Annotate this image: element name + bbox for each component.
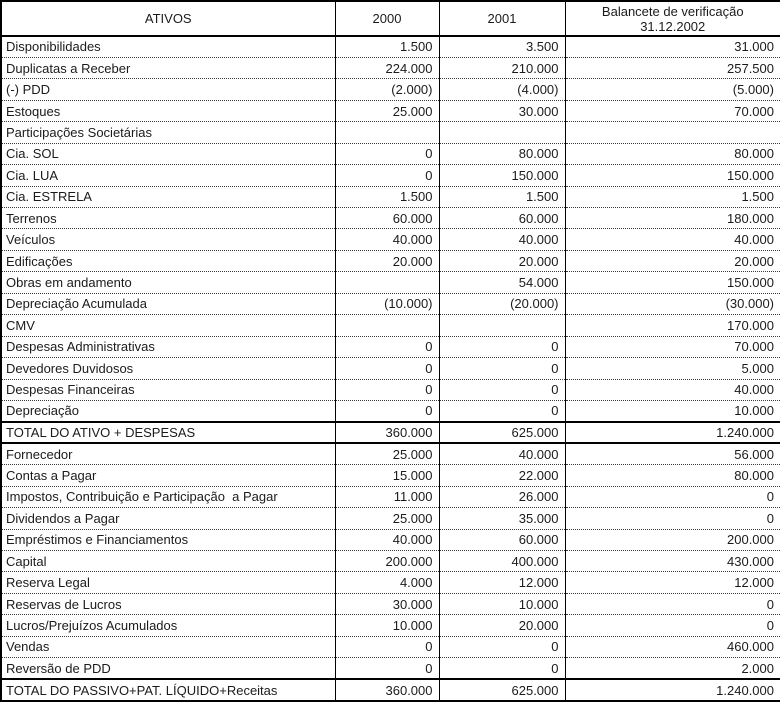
table-row <box>1 508 780 529</box>
column-header-balancete-line2: 31.12.2002 <box>640 18 706 34</box>
value-2000: 0 <box>335 400 439 421</box>
value-2001: (20.000) <box>439 293 565 314</box>
table-row <box>1 486 780 507</box>
table-row <box>1 57 780 78</box>
account-label: Impostos, Contribuição e Participação a Pagar <box>1 486 335 507</box>
value-2002: 0 <box>565 486 780 507</box>
value-2000: 40.000 <box>335 229 439 250</box>
value-2001: 625.000 <box>439 679 565 701</box>
value-2000: 40.000 <box>335 529 439 550</box>
value-2002: 0 <box>565 615 780 636</box>
table-row <box>1 186 780 207</box>
value-2002: 0 <box>565 593 780 614</box>
table-row <box>1 529 780 550</box>
value-2000: 15.000 <box>335 465 439 486</box>
column-header-2000: 2000 <box>335 1 439 36</box>
value-2000: 360.000 <box>335 679 439 701</box>
value-2001: 0 <box>439 636 565 657</box>
account-label: Cia. ESTRELA <box>1 186 335 207</box>
value-2001: 40.000 <box>439 229 565 250</box>
value-2000: 360.000 <box>335 422 439 443</box>
value-2002: 70.000 <box>565 336 780 357</box>
account-label: Devedores Duvidosos <box>1 358 335 379</box>
table-header <box>1 1 780 36</box>
value-2001: 60.000 <box>439 529 565 550</box>
account-label: Lucros/Prejuízos Acumulados <box>1 615 335 636</box>
value-2000 <box>335 272 439 293</box>
account-label: Obras em andamento <box>1 272 335 293</box>
table-row <box>1 422 780 443</box>
account-label: (-) PDD <box>1 79 335 100</box>
value-2001: 0 <box>439 400 565 421</box>
account-label: Disponibilidades <box>1 36 335 57</box>
value-2002: 56.000 <box>565 443 780 464</box>
value-2002: 1.500 <box>565 186 780 207</box>
value-2001: 35.000 <box>439 508 565 529</box>
account-label: Dividendos a Pagar <box>1 508 335 529</box>
value-2001: 60.000 <box>439 208 565 229</box>
value-2001: 210.000 <box>439 57 565 78</box>
value-2000: 11.000 <box>335 486 439 507</box>
table-row <box>1 679 780 701</box>
value-2000: 30.000 <box>335 593 439 614</box>
value-2000: 1.500 <box>335 36 439 57</box>
value-2001: 26.000 <box>439 486 565 507</box>
value-2001: 625.000 <box>439 422 565 443</box>
table-row <box>1 229 780 250</box>
value-2001: 400.000 <box>439 551 565 572</box>
value-2002: 5.000 <box>565 358 780 379</box>
value-2000: 0 <box>335 379 439 400</box>
value-2001: 150.000 <box>439 165 565 186</box>
table-row <box>1 336 780 357</box>
value-2002: 430.000 <box>565 551 780 572</box>
value-2002: (5.000) <box>565 79 780 100</box>
account-label: Reserva Legal <box>1 572 335 593</box>
account-label: Empréstimos e Financiamentos <box>1 529 335 550</box>
table-row <box>1 79 780 100</box>
account-label: Vendas <box>1 636 335 657</box>
value-2001: 20.000 <box>439 250 565 271</box>
value-2000: 4.000 <box>335 572 439 593</box>
column-header-2001: 2001 <box>439 1 565 36</box>
account-label: Depreciação Acumulada <box>1 293 335 314</box>
account-label: Participações Societárias <box>1 122 335 143</box>
table-row <box>1 443 780 464</box>
value-2000: 60.000 <box>335 208 439 229</box>
column-header-ativos: ATIVOS <box>1 1 335 36</box>
table-row <box>1 400 780 421</box>
value-2002: 12.000 <box>565 572 780 593</box>
value-2001: 22.000 <box>439 465 565 486</box>
account-label: Edificações <box>1 250 335 271</box>
account-label: Fornecedor <box>1 443 335 464</box>
account-label: Terrenos <box>1 208 335 229</box>
value-2000 <box>335 315 439 336</box>
value-2000 <box>335 122 439 143</box>
account-label: Reservas de Lucros <box>1 593 335 614</box>
value-2001: 10.000 <box>439 593 565 614</box>
value-2002: 180.000 <box>565 208 780 229</box>
account-label: Cia. SOL <box>1 143 335 164</box>
value-2000: 0 <box>335 636 439 657</box>
header-row <box>1 1 780 36</box>
table-row <box>1 593 780 614</box>
value-2002: 1.240.000 <box>565 679 780 701</box>
value-2000: 1.500 <box>335 186 439 207</box>
table-row <box>1 272 780 293</box>
value-2002: 10.000 <box>565 400 780 421</box>
value-2002: 2.000 <box>565 658 780 679</box>
table-row <box>1 293 780 314</box>
account-label: Capital <box>1 551 335 572</box>
value-2002: 40.000 <box>565 379 780 400</box>
account-label: Depreciação <box>1 400 335 421</box>
value-2002: 150.000 <box>565 272 780 293</box>
value-2001: 20.000 <box>439 615 565 636</box>
table-row <box>1 122 780 143</box>
table-row <box>1 379 780 400</box>
account-label: TOTAL DO PASSIVO+PAT. LÍQUIDO+Receitas <box>1 679 335 701</box>
account-label: Despesas Administrativas <box>1 336 335 357</box>
value-2000: 200.000 <box>335 551 439 572</box>
value-2001 <box>439 315 565 336</box>
value-2001: 54.000 <box>439 272 565 293</box>
value-2000: 224.000 <box>335 57 439 78</box>
value-2002: 1.240.000 <box>565 422 780 443</box>
table-row <box>1 208 780 229</box>
table-row <box>1 615 780 636</box>
account-label: Duplicatas a Receber <box>1 57 335 78</box>
value-2001: 3.500 <box>439 36 565 57</box>
value-2000: 0 <box>335 165 439 186</box>
account-label: CMV <box>1 315 335 336</box>
value-2002: 170.000 <box>565 315 780 336</box>
value-2001: 80.000 <box>439 143 565 164</box>
table-row <box>1 250 780 271</box>
value-2000: 0 <box>335 658 439 679</box>
value-2000: (2.000) <box>335 79 439 100</box>
account-label: TOTAL DO ATIVO + DESPESAS <box>1 422 335 443</box>
value-2002: 20.000 <box>565 250 780 271</box>
value-2001: 40.000 <box>439 443 565 464</box>
value-2002: 150.000 <box>565 165 780 186</box>
value-2000: 0 <box>335 336 439 357</box>
column-header-balancete-line1: Balancete de verificação <box>601 3 744 19</box>
value-2002: 80.000 <box>565 143 780 164</box>
value-2000: 25.000 <box>335 443 439 464</box>
value-2001 <box>439 122 565 143</box>
value-2001: 12.000 <box>439 572 565 593</box>
column-header-balancete <box>565 1 780 36</box>
value-2002: 200.000 <box>565 529 780 550</box>
table-row <box>1 551 780 572</box>
value-2002: 70.000 <box>565 100 780 121</box>
value-2000: 0 <box>335 143 439 164</box>
table-body <box>1 36 780 701</box>
value-2000: (10.000) <box>335 293 439 314</box>
table-row <box>1 143 780 164</box>
value-2002: 40.000 <box>565 229 780 250</box>
table-row <box>1 658 780 679</box>
account-label: Estoques <box>1 100 335 121</box>
value-2002: 0 <box>565 508 780 529</box>
value-2002 <box>565 122 780 143</box>
value-2001: (4.000) <box>439 79 565 100</box>
account-label: Reversão de PDD <box>1 658 335 679</box>
value-2001: 30.000 <box>439 100 565 121</box>
account-label: Veículos <box>1 229 335 250</box>
table-row <box>1 100 780 121</box>
value-2002: 460.000 <box>565 636 780 657</box>
table-row <box>1 636 780 657</box>
value-2002: (30.000) <box>565 293 780 314</box>
table-row <box>1 36 780 57</box>
value-2002: 31.000 <box>565 36 780 57</box>
value-2001: 0 <box>439 336 565 357</box>
table-row <box>1 572 780 593</box>
account-label: Cia. LUA <box>1 165 335 186</box>
table-row <box>1 315 780 336</box>
value-2002: 257.500 <box>565 57 780 78</box>
value-2001: 1.500 <box>439 186 565 207</box>
value-2001: 0 <box>439 658 565 679</box>
value-2000: 25.000 <box>335 100 439 121</box>
value-2000: 0 <box>335 358 439 379</box>
table-row <box>1 358 780 379</box>
value-2000: 10.000 <box>335 615 439 636</box>
value-2000: 20.000 <box>335 250 439 271</box>
account-label: Contas a Pagar <box>1 465 335 486</box>
account-label: Despesas Financeiras <box>1 379 335 400</box>
value-2002: 80.000 <box>565 465 780 486</box>
value-2001: 0 <box>439 379 565 400</box>
table-row <box>1 465 780 486</box>
table-row <box>1 165 780 186</box>
value-2001: 0 <box>439 358 565 379</box>
value-2000: 25.000 <box>335 508 439 529</box>
